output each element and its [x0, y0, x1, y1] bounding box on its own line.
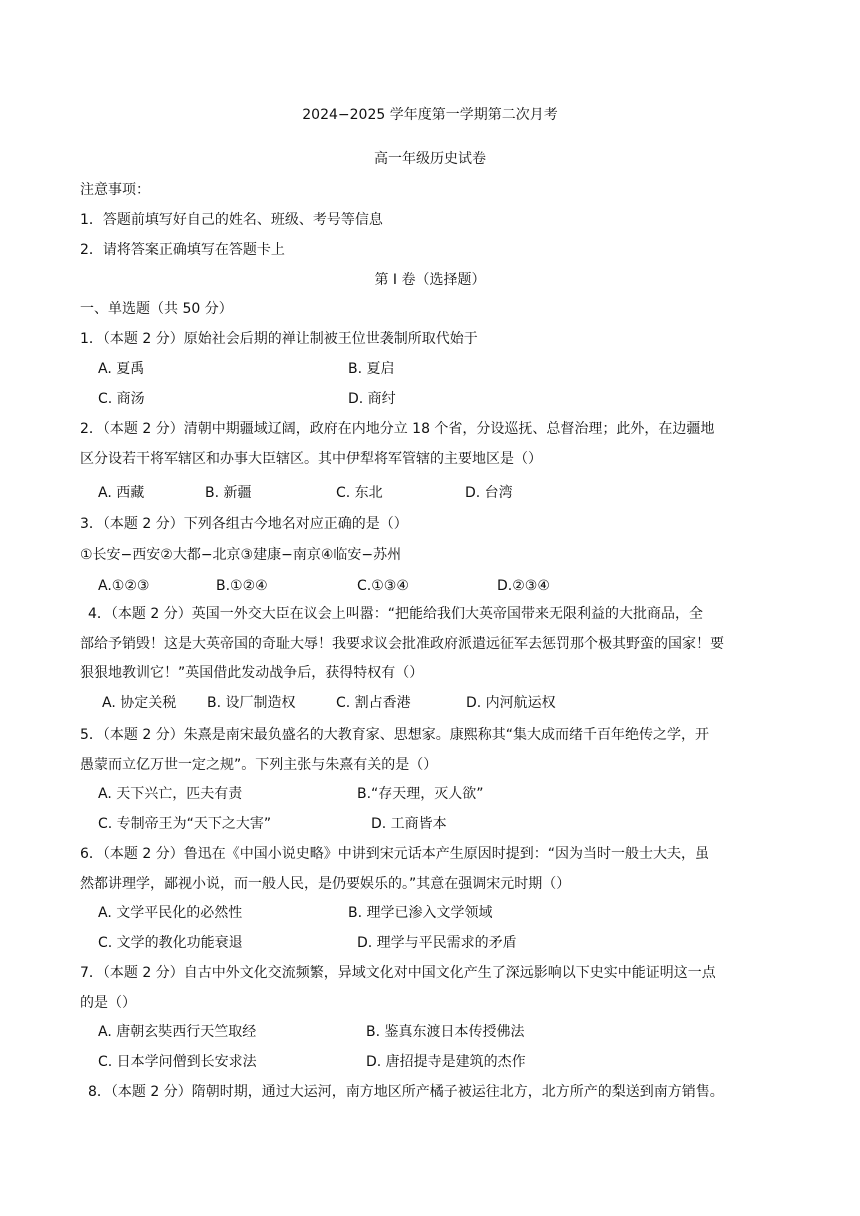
part-title: 一、单选题（共 50 分） — [80, 301, 233, 317]
question-2-stem: 区分设若干将军辖区和办事大臣辖区。其中伊犁将军管辖的主要地区是（） — [80, 451, 542, 467]
question-3-option-b: B.①②④ — [216, 578, 268, 594]
question-7-option-b: B. 鉴真东渡日本传授佛法 — [366, 1024, 525, 1040]
question-3-option-c: C.①③④ — [357, 578, 409, 594]
question-4-option-b: B. 设厂制造权 — [207, 695, 296, 711]
question-3-stem: ①长安−西安②大都−北京③建康−南京④临安−苏州 — [80, 547, 402, 563]
question-5-option-a: A. 天下兴亡，匹夫有责 — [98, 786, 243, 802]
question-1-option-b: B. 夏启 — [348, 361, 395, 377]
question-5-option-d: D. 工商皆本 — [371, 816, 447, 832]
question-1-option-c: C. 商汤 — [98, 391, 145, 407]
question-3-stem: 3．（本题 2 分）下列各组古今地名对应正确的是（） — [80, 516, 408, 532]
question-7-stem: 7．（本题 2 分）自古中外文化交流频繁，异域文化对中国文化产生了深远影响以下史实中能证明这一点 — [80, 965, 716, 981]
question-2-option-b: B. 新疆 — [205, 485, 252, 501]
question-4-stem: 部给予销毁！这是大英帝国的奇耻大辱！我要求议会批准政府派遣远征军去惩罚那个极其野蛮的国家！要 — [80, 636, 724, 652]
question-2-stem: 2．（本题 2 分）清朝中期疆域辽阔，政府在内地分立 18 个省，分设巡抚、总督治理；此外，在边疆地 — [80, 421, 715, 437]
notice-item: 2．请将答案正确填写在答题卡上 — [80, 242, 285, 258]
question-5-option-b: B.“存天理，灭人欲” — [357, 786, 484, 802]
question-5-option-c: C. 专制帝王为“天下之大害” — [98, 816, 272, 832]
question-4-option-c: C. 割占香港 — [336, 695, 411, 711]
volume-title: 第 I 卷（选择题） — [374, 272, 486, 288]
question-3-option-a: A.①②③ — [98, 578, 150, 594]
question-7-option-a: A. 唐朝玄奘西行天竺取经 — [98, 1024, 257, 1040]
question-4-option-d: D. 内河航运权 — [466, 695, 556, 711]
question-6-option-a: A. 文学平民化的必然性 — [98, 905, 243, 921]
question-1-option-a: A. 夏禹 — [98, 361, 145, 377]
notice-heading: 注意事项： — [80, 182, 150, 198]
question-7-option-c: C. 日本学问僧到长安求法 — [98, 1054, 257, 1070]
question-2-option-c: C. 东北 — [336, 485, 383, 501]
notice-item: 1．答题前填写好自己的姓名、班级、考号等信息 — [80, 212, 383, 228]
question-4-stem: 4．（本题 2 分）英国一外交大臣在议会上叫嚣：“把能给我们大英帝国带来无限利益的大批商品，全 — [88, 606, 703, 622]
question-5-stem: 愚蒙而立亿万世一定之规”。下列主张与朱熹有关的是（） — [80, 757, 438, 773]
question-2-option-d: D. 台湾 — [465, 485, 513, 501]
question-6-option-d: D. 理学与平民需求的矛盾 — [357, 935, 517, 951]
question-2-option-a: A. 西藏 — [98, 485, 145, 501]
question-6-stem: 然都讲理学，鄙视小说，而一般人民，是仍要娱乐的。”其意在强调宋元时期（） — [80, 876, 571, 892]
question-6-option-b: B. 理学已渗入文学领域 — [348, 905, 493, 921]
exam-title: 2024−2025 学年度第一学期第二次月考 — [302, 107, 558, 123]
question-1-option-d: D. 商纣 — [348, 391, 396, 407]
question-6-option-c: C. 文学的教化功能衰退 — [98, 935, 243, 951]
exam-subtitle: 高一年级历史试卷 — [374, 151, 486, 167]
question-6-stem: 6．（本题 2 分）鲁迅在《中国小说史略》中讲到宋元话本产生原因时提到：“因为当时一般士大夫，虽 — [80, 846, 709, 862]
question-7-stem: 的是（） — [80, 995, 136, 1011]
question-4-stem: 狠狠地教训它！”英国借此发动战争后，获得特权有（） — [80, 665, 424, 681]
question-1-stem: 1．（本题 2 分）原始社会后期的禅让制被王位世袭制所取代始于 — [80, 331, 478, 347]
question-4-option-a: A. 协定关税 — [102, 695, 177, 711]
question-7-option-d: D. 唐招提寺是建筑的杰作 — [366, 1054, 526, 1070]
question-5-stem: 5．（本题 2 分）朱熹是南宋最负盛名的大教育家、思想家。康熙称其“集大成而绪千百年绝传之学，开 — [80, 727, 709, 743]
question-8-stem: 8．（本题 2 分）隋朝时期，通过大运河，南方地区所产橘子被运往北方，北方所产的梨送到南方销售。 — [88, 1084, 724, 1100]
question-3-option-d: D.②③④ — [497, 578, 550, 594]
